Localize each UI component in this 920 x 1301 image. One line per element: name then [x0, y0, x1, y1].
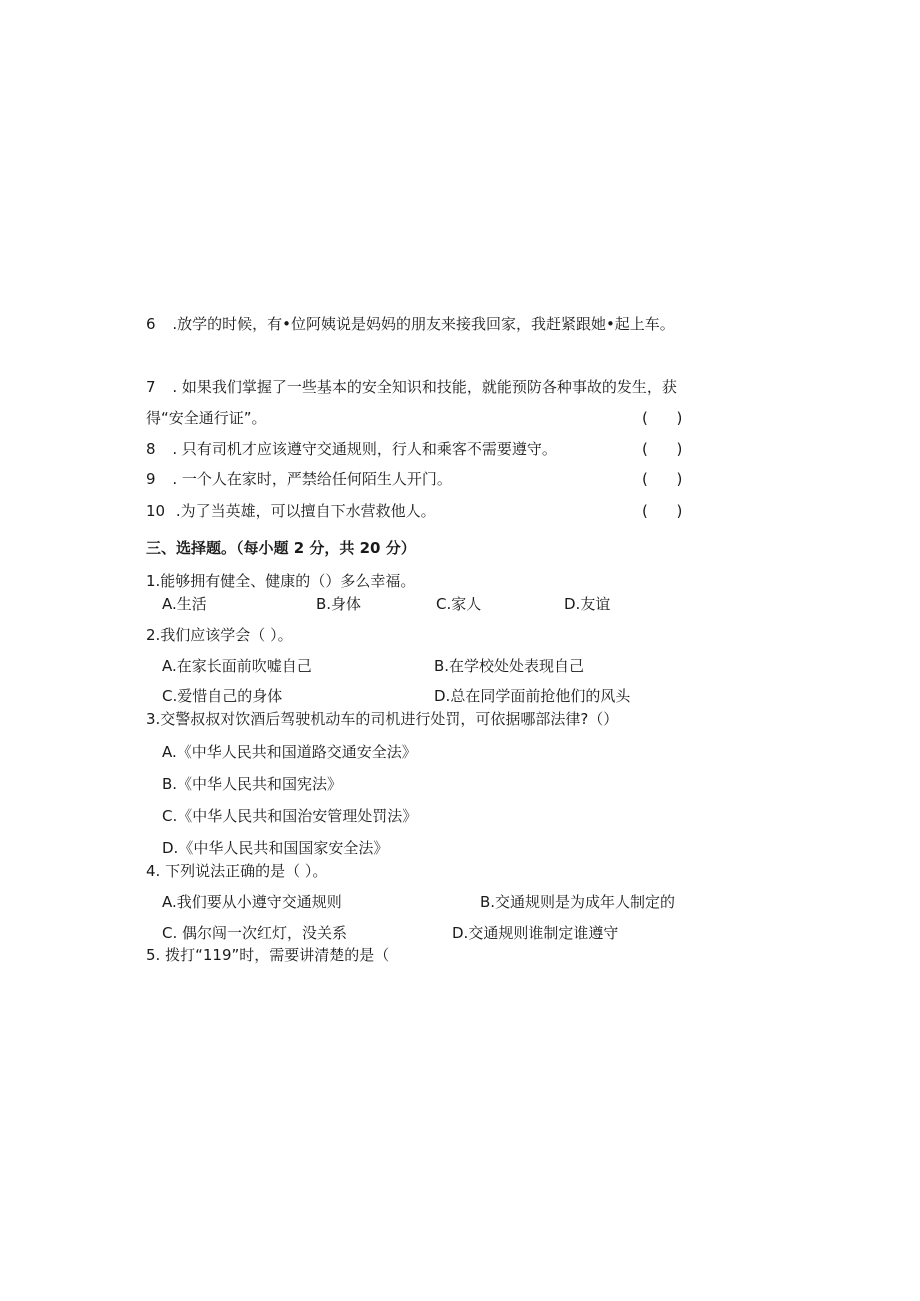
choice-question-4: 4. 下列说法正确的是（ ）。 [146, 862, 328, 880]
choice-question-5: 5. 拨打“119”时，需要讲清楚的是（ [146, 946, 390, 964]
question-number: 7 [146, 378, 156, 396]
choice-question-1: 1.能够拥有健全、健康的（）多么幸福。 [146, 572, 416, 590]
question-number: 9 [146, 470, 156, 488]
option-c[interactable]: C. 偶尔闯一次红灯，没关系 [162, 924, 348, 942]
option-a[interactable]: A.在家长面前吹嘘自己 [162, 657, 312, 675]
answer-blank[interactable]: ( ) [642, 470, 683, 488]
option-b[interactable]: B.交通规则是为成年人制定的 [480, 893, 676, 911]
option-a[interactable]: A.《中华人民共和国道路交通安全法》 [162, 743, 417, 761]
question-10 [146, 501, 436, 521]
question-text: . 一个人在家时，严禁给任何陌生人开门。 [172, 470, 452, 488]
question-number: 6 [146, 315, 156, 333]
question-text: .为了当英雄，可以擅自下水营救他人。 [175, 502, 436, 520]
option-c[interactable]: C.家人 [436, 595, 482, 613]
option-c[interactable]: C.《中华人民共和国治安管理处罚法》 [162, 807, 418, 825]
option-b[interactable]: B.身体 [316, 595, 362, 613]
question-number: 10 [146, 502, 166, 520]
option-a[interactable]: A.生活 [162, 595, 207, 613]
answer-blank[interactable]: ( ) [642, 409, 683, 427]
answer-blank[interactable]: ( ) [642, 440, 683, 458]
option-b[interactable]: B.《中华人民共和国宪法》 [162, 775, 343, 793]
option-d[interactable]: D.交通规则谁制定谁遵守 [452, 924, 619, 942]
question-8 [146, 439, 557, 459]
question-6 [146, 314, 675, 334]
option-a[interactable]: A.我们要从小遵守交通规则 [162, 893, 342, 911]
choice-question-2: 2.我们应该学会（ ）。 [146, 626, 293, 644]
option-b[interactable]: B.在学校处处表现自己 [434, 657, 585, 675]
question-7 [146, 377, 677, 397]
question-number: 8 [146, 440, 156, 458]
answer-blank[interactable]: ( ) [642, 502, 683, 520]
option-d[interactable]: D.总在同学面前抢他们的风头 [434, 687, 631, 705]
choice-question-3: 3.交警叔叔对饮酒后驾驶机动车的司机进行处罚，可依据哪部法律?（） [146, 710, 619, 728]
option-d[interactable]: D.《中华人民共和国国家安全法》 [162, 839, 389, 857]
question-text: . 只有司机才应该遵守交通规则，行人和乘客不需要遵守。 [172, 440, 557, 458]
question-text: . 如果我们掌握了一些基本的安全知识和技能，就能预防各种事故的发生，获 [172, 378, 677, 396]
question-text: .放学的时候，有•位阿姨说是妈妈的朋友来接我回家，我赶紧跟她•起上车。 [172, 315, 675, 333]
option-d[interactable]: D.友谊 [564, 595, 611, 613]
question-9 [146, 469, 452, 489]
question-7-continuation: 得“安全通行证”。 [146, 409, 267, 427]
option-c[interactable]: C.爱惜自己的身体 [162, 687, 283, 705]
section-title: 三、选择题。（每小题 2 分，共 20 分） [146, 539, 416, 557]
